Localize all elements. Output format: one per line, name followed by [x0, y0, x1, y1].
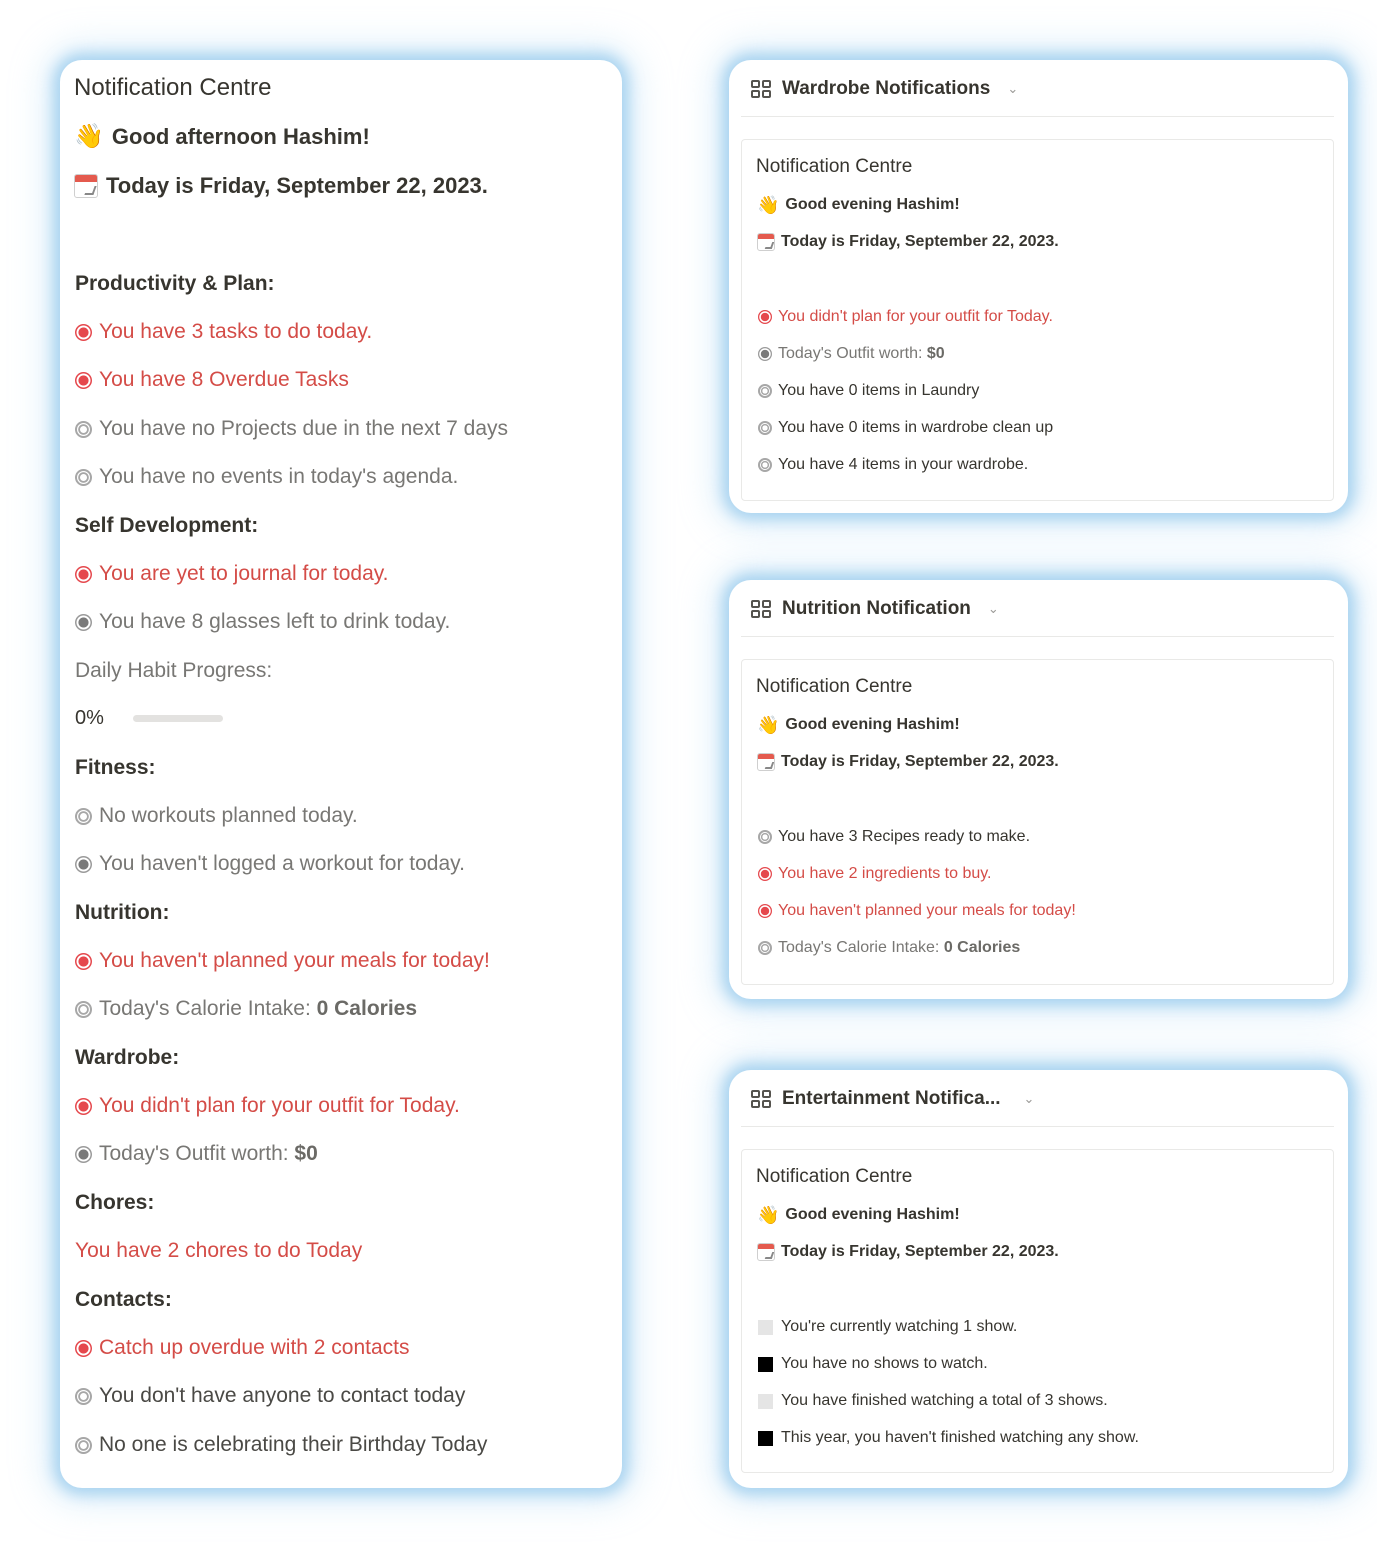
no-shows-text: You have no shows to watch. — [781, 1355, 988, 1372]
radio-ring-icon — [758, 941, 772, 955]
habit-progress — [75, 707, 223, 730]
black-square-icon — [758, 1431, 773, 1446]
calorie-item[interactable] — [758, 939, 1020, 957]
chevron-down-icon[interactable]: ⌄ — [1007, 81, 1019, 96]
projects-text: You have no Projects due in the next 7 days — [99, 417, 509, 440]
red-record-icon — [75, 1340, 92, 1357]
gallery-grid-icon — [751, 1090, 773, 1108]
entertainment-notification-panel — [729, 1070, 1348, 1488]
red-record-icon — [75, 372, 92, 389]
wardrobe-notification-block — [741, 139, 1334, 501]
entertainment-view-selector[interactable] — [751, 1070, 1034, 1128]
birthday-text: No one is celebrating their Birthday Today — [99, 1433, 488, 1456]
events-text: You have no events in today's agenda. — [99, 465, 459, 488]
date-text: Today is Friday, September 22, 2023. — [781, 1243, 1059, 1260]
radio-ring-icon — [75, 1437, 92, 1454]
red-record-icon — [758, 904, 772, 918]
events-item[interactable] — [75, 465, 458, 489]
divider — [741, 636, 1334, 637]
laundry-text: You have 0 items in Laundry — [778, 382, 980, 399]
meals-text: You haven't planned your meals for today! — [778, 902, 1076, 919]
gallery-grid-icon — [751, 600, 773, 618]
outfit-worth-value: $0 — [294, 1142, 318, 1165]
nutrition-panel-title: Nutrition Notification — [782, 598, 971, 619]
light-square-icon — [758, 1394, 773, 1409]
no-shows-item[interactable] — [758, 1355, 988, 1373]
red-record-icon — [758, 867, 772, 881]
overdue-contacts-text: Catch up overdue with 2 contacts — [99, 1336, 410, 1359]
red-record-icon — [75, 324, 92, 341]
red-record-icon — [75, 1098, 92, 1115]
waving-hand-icon: 👋 — [757, 1205, 780, 1225]
notification-centre-card — [60, 60, 622, 1488]
logged-workout-item[interactable] — [75, 852, 465, 876]
calorie-label: Today's Calorie Intake: — [778, 939, 944, 956]
radio-ring-icon — [75, 1001, 92, 1018]
habit-progress-label: Daily Habit Progress: — [75, 659, 273, 682]
outfit-worth-item[interactable] — [75, 1142, 318, 1166]
greeting — [74, 124, 370, 150]
journal-item[interactable] — [75, 562, 389, 586]
radio-ring-icon — [75, 1388, 92, 1405]
this-year-text: This year, you haven't finished watching any show. — [781, 1429, 1139, 1446]
watching-item[interactable] — [758, 1318, 1017, 1336]
calorie-label: Today's Calorie Intake: — [99, 997, 317, 1020]
block-title: Notification Centre — [756, 156, 913, 177]
light-square-icon — [758, 1320, 773, 1335]
date-line — [757, 233, 1059, 251]
greeting-text: Good evening Hashim! — [785, 1206, 960, 1223]
outfit-text: You didn't plan for your outfit for Today. — [778, 308, 1053, 325]
overdue-tasks-item[interactable] — [75, 368, 349, 392]
greeting-text: Good evening Hashim! — [785, 196, 960, 213]
cleanup-text: You have 0 items in wardrobe clean up — [778, 419, 1054, 436]
watching-text: You're currently watching 1 show. — [781, 1318, 1018, 1335]
date-line — [74, 173, 488, 199]
wardrobe-view-selector[interactable] — [751, 60, 1018, 118]
red-record-icon — [75, 953, 92, 970]
overdue-contacts-item[interactable] — [75, 1336, 410, 1360]
ingredients-item[interactable] — [758, 865, 992, 883]
wardrobe-items-text: You have 4 items in your wardrobe. — [778, 456, 1029, 473]
chores-heading: Chores: — [75, 1191, 155, 1214]
date-text: Today is Friday, September 22, 2023. — [781, 753, 1059, 770]
radio-ring-icon — [75, 469, 92, 486]
wardrobe-panel-title: Wardrobe Notifications — [782, 78, 991, 99]
calendar-icon — [757, 233, 775, 251]
fitness-heading: Fitness: — [75, 756, 156, 779]
cleanup-item[interactable] — [758, 419, 1053, 437]
finished-text: You have finished watching a total of 3 shows. — [781, 1392, 1108, 1409]
self-development-heading: Self Development: — [75, 514, 259, 537]
radio-ring-icon — [758, 830, 772, 844]
gray-record-icon — [75, 1146, 92, 1163]
finished-item[interactable] — [758, 1392, 1108, 1410]
nutrition-view-selector[interactable] — [751, 580, 999, 638]
page-title: Notification Centre — [74, 74, 272, 101]
this-year-item[interactable] — [758, 1429, 1139, 1447]
greeting — [757, 196, 960, 214]
wardrobe-notifications-panel — [729, 60, 1348, 513]
radio-ring-icon — [758, 421, 772, 435]
contacts-heading: Contacts: — [75, 1288, 172, 1311]
date-line — [757, 753, 1059, 771]
radio-ring-icon — [758, 458, 772, 472]
outfit-worth-label: Today's Outfit worth: — [99, 1142, 295, 1165]
wardrobe-items-item[interactable] — [758, 456, 1028, 474]
contact-today-text: You don't have anyone to contact today — [99, 1384, 466, 1407]
recipes-text: You have 3 Recipes ready to make. — [778, 828, 1031, 845]
logged-workout-text: You haven't logged a workout for today. — [99, 852, 465, 875]
calendar-icon — [757, 1243, 775, 1261]
divider — [741, 1126, 1334, 1127]
contact-today-item[interactable] — [75, 1384, 465, 1408]
date-text: Today is Friday, September 22, 2023. — [781, 233, 1059, 250]
block-title: Notification Centre — [756, 1166, 913, 1187]
greeting — [757, 1206, 960, 1224]
greeting-text: Good evening Hashim! — [785, 716, 960, 733]
outfit-worth-label: Today's Outfit worth: — [778, 345, 927, 362]
nutrition-notification-block — [741, 659, 1334, 985]
workouts-text: No workouts planned today. — [99, 804, 358, 827]
productivity-heading: Productivity & Plan: — [75, 272, 275, 295]
laundry-item[interactable] — [758, 382, 979, 400]
waving-hand-icon: 👋 — [74, 123, 104, 150]
wardrobe-heading: Wardrobe: — [75, 1046, 180, 1069]
birthday-item[interactable] — [75, 1433, 487, 1457]
gray-record-icon — [75, 614, 92, 631]
meals-text: You haven't planned your meals for today! — [99, 949, 490, 972]
nutrition-notification-panel — [729, 580, 1348, 999]
outfit-worth-item[interactable] — [758, 345, 945, 363]
gallery-grid-icon — [751, 80, 773, 98]
black-square-icon — [758, 1357, 773, 1372]
chevron-down-icon[interactable]: ⌄ — [987, 601, 999, 616]
waving-hand-icon: 👋 — [757, 195, 780, 215]
chores-text: You have 2 chores to do Today — [75, 1239, 363, 1262]
tasks-today-item[interactable] — [75, 320, 372, 344]
divider — [741, 116, 1334, 117]
red-record-icon — [758, 310, 772, 324]
chevron-down-icon[interactable]: ⌄ — [1023, 1091, 1035, 1106]
entertainment-panel-title: Entertainment Notifica... — [782, 1088, 1001, 1109]
gray-record-icon — [75, 856, 92, 873]
habit-progress-bar — [133, 715, 223, 722]
calorie-value: 0 Calories — [943, 939, 1021, 956]
greeting-text: Good afternoon Hashim! — [111, 124, 370, 149]
date-line — [757, 1243, 1059, 1261]
waving-hand-icon: 👋 — [757, 715, 780, 735]
calendar-icon — [74, 174, 98, 198]
calorie-item[interactable] — [75, 997, 417, 1021]
outfit-item[interactable] — [758, 308, 1053, 326]
greeting — [757, 716, 960, 734]
outfit-worth-value: $0 — [926, 345, 945, 362]
block-title: Notification Centre — [756, 676, 913, 697]
tasks-today-text: You have 3 tasks to do today. — [99, 320, 373, 343]
overdue-tasks-text: You have 8 Overdue Tasks — [99, 368, 349, 391]
outfit-text: You didn't plan for your outfit for Today. — [99, 1094, 460, 1117]
chores-item[interactable] — [75, 1239, 362, 1263]
red-record-icon — [75, 566, 92, 583]
habit-progress-value: 0% — [75, 707, 104, 729]
calorie-value: 0 Calories — [316, 997, 418, 1020]
radio-ring-icon — [758, 384, 772, 398]
gray-record-icon — [758, 347, 772, 361]
radio-ring-icon — [75, 421, 92, 438]
nutrition-heading: Nutrition: — [75, 901, 170, 924]
journal-text: You are yet to journal for today. — [99, 562, 389, 585]
calendar-icon — [757, 753, 775, 771]
radio-ring-icon — [75, 808, 92, 825]
workouts-item[interactable] — [75, 804, 358, 828]
outfit-item[interactable] — [75, 1094, 460, 1118]
recipes-item[interactable] — [758, 828, 1030, 846]
entertainment-notification-block — [741, 1149, 1334, 1473]
meals-item[interactable] — [758, 902, 1076, 920]
water-text: You have 8 glasses left to drink today. — [99, 610, 451, 633]
ingredients-text: You have 2 ingredients to buy. — [778, 865, 992, 882]
meals-item[interactable] — [75, 949, 490, 973]
date-text: Today is Friday, September 22, 2023. — [106, 173, 488, 198]
water-item[interactable] — [75, 610, 450, 634]
projects-item[interactable] — [75, 417, 508, 441]
